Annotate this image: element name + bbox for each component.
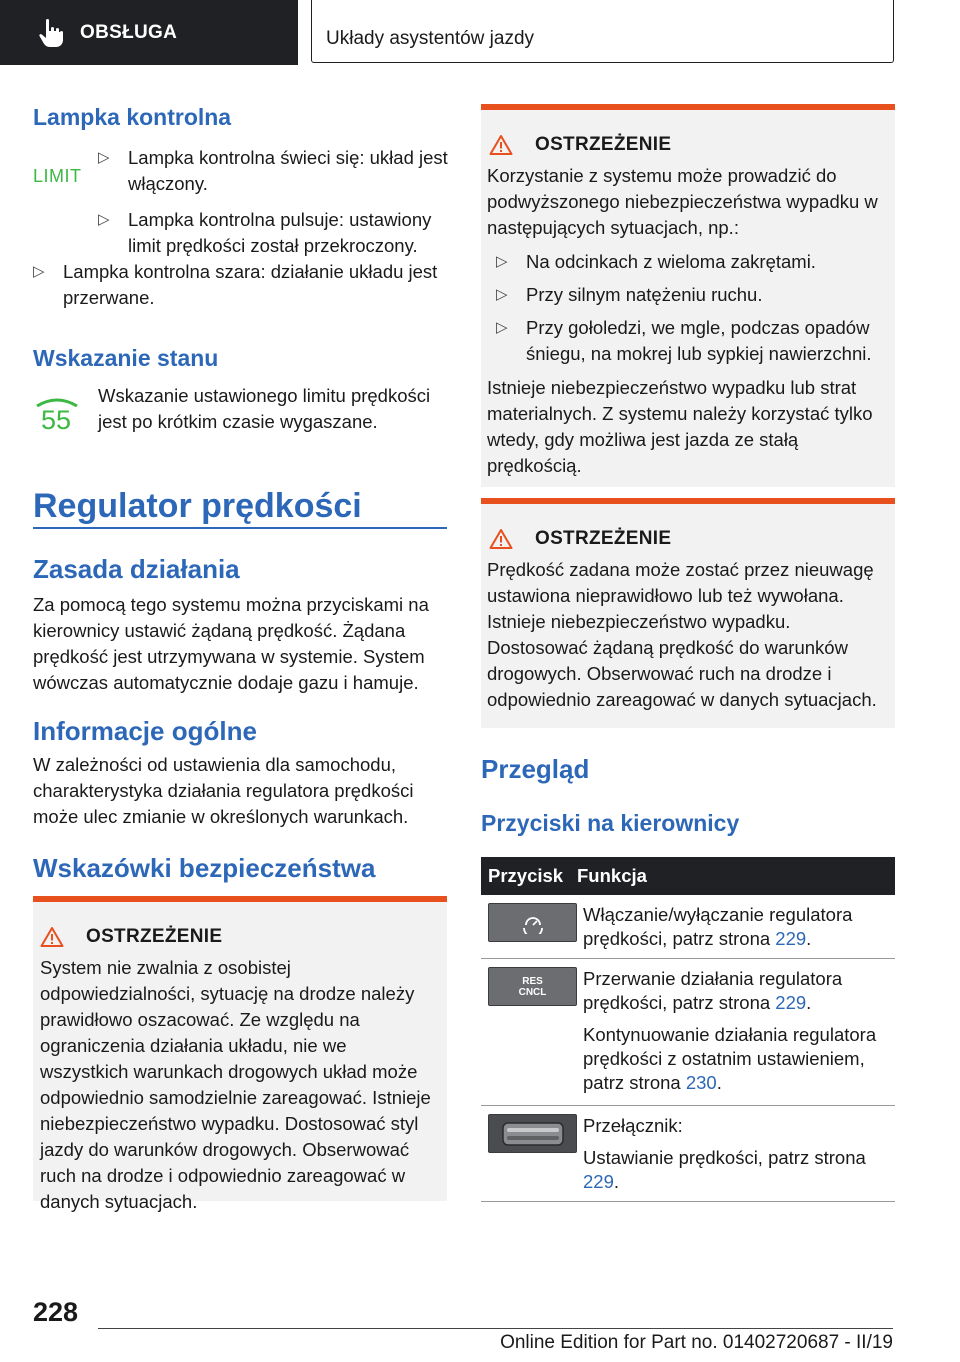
triangle-bullet-icon: ▷ — [33, 263, 45, 280]
column-header-przycisk: Przycisk — [488, 865, 564, 886]
page-number: 228 — [33, 1297, 79, 1327]
warning-text: Prędkość zadana może zostać przez nieuwagę ustawiona nieprawidłowo lub też wywołana. Istnieje niebezpieczeństwo wypadku. Dostosować żądaną prędkość do warunków drogowych. Obserwować ruch na drodze i odpowiednio zareagować w danych sytuacjach. — [487, 559, 877, 710]
warning-list — [487, 249, 887, 367]
zasada-text: Za pomocą tego systemu można przyciskami na kierownicy ustawić żądaną prędkość. Żądana prędkość jest utrzymywana w systemie. System wówczas automatycznie dodaje gazu i hamuje. — [33, 594, 429, 693]
wskazanie-text: Wskazanie ustawionego limitu prędkości jest po krótkim czasie wygaszane. — [98, 385, 431, 432]
section-tab-label: OBSŁUGA — [80, 21, 178, 43]
list-item: ▷ Na odcinkach z wieloma zakrętami. — [496, 249, 887, 275]
regulator-heading: Regulator prędkości — [33, 487, 362, 525]
warning-title: OSTRZEŻENIE — [40, 926, 439, 948]
warning-triangle-icon — [40, 926, 64, 948]
przyciski-heading: Przyciski na kierownicy — [481, 810, 740, 836]
speed-limit-icon: 55 — [33, 396, 81, 438]
informacje-heading: Informacje ogólne — [33, 716, 257, 746]
lampka-heading: Lampka kontrolna — [33, 104, 232, 130]
warning-triangle-icon — [489, 528, 513, 550]
page-link[interactable]: 229 — [775, 992, 807, 1013]
warning-intro: Korzystanie z systemu może prowadzić do podwyższonego niebezpieczeństwa wypadku w następujących sytuacjach, np.: — [487, 165, 878, 238]
footer-edition: Online Edition for Part no. 01402720687 - II/19 — [500, 1332, 893, 1353]
triangle-bullet-icon: ▷ — [496, 286, 508, 303]
triangle-bullet-icon: ▷ — [496, 319, 508, 336]
table-row: Przełącznik: Ustawianie prędkości, patrz strona 229. — [481, 1106, 895, 1202]
triangle-bullet-icon: ▷ — [98, 149, 110, 166]
lampka-sub-list — [98, 145, 448, 259]
list-item: ▷ Lampka kontrolna szara: działanie układu jest przerwane. — [33, 261, 438, 308]
table-row: Włączanie/wyłączanie regulatora prędkości, patrz strona 229. — [481, 895, 895, 959]
res-cncl-button-icon: RES CNCL — [488, 967, 577, 1006]
list-item: ▷ Lampka kontrolna pulsuje: ustawiony limit prędkości został przekroczony. — [98, 209, 432, 256]
przeglad-heading: Przegląd — [481, 754, 590, 784]
table-header — [481, 857, 895, 895]
list-item: ▷ Lampka kontrolna świeci się: układ jest włączony. — [98, 147, 448, 194]
warning-box — [33, 896, 447, 1212]
column-header-funkcja: Funkcja — [577, 865, 647, 886]
limit-indicator-icon: LIMIT — [33, 166, 82, 186]
footer-rule — [98, 1328, 893, 1329]
triangle-bullet-icon: ▷ — [98, 211, 110, 228]
list-item: ▷ Przy silnym natężeniu ruchu. — [496, 282, 887, 308]
warning-title: OSTRZEŻENIE — [489, 134, 887, 156]
zasada-heading: Zasada działania — [33, 554, 240, 584]
warning-outro: Istnieje niebezpieczeństwo wypadku lub strat materialnych. Z systemu należy korzystać tylko wtedy, gdy możliwa jest jazda ze stałą prędkością. — [487, 377, 873, 476]
lampka-list — [33, 259, 445, 311]
rocker-switch-icon — [488, 1114, 577, 1153]
warning-title: OSTRZEŻENIE — [489, 528, 889, 550]
buttons-table — [481, 857, 895, 1202]
table-row: RES CNCL Przerwanie działania regulatora prędkości, patrz strona 229. Kontynuowanie działania regulatora prędkości z ostatnim ustawieniem, patrz strona 230. — [481, 959, 895, 1106]
wskazanie-heading: Wskazanie stanu — [33, 345, 219, 371]
warning-text: System nie zwalnia z osobistej odpowiedzialności, sytuację na drodze należy prawidłowo oszacować. Ze względu na ograniczenia działania układu, nie we wszystkich warunkach drogowych układ może odpowiednio samodzielnie zareagować. Istnieje niebezpieczeństwo wypadku. Dostosować styl jazdy do warunków drogowych. Obserwować ruch na drodze i odpowiednio zareagować w danych sytuacjach. — [40, 957, 431, 1212]
page-link[interactable]: 229 — [775, 928, 807, 949]
informacje-text: W zależności od ustawienia dla samochodu, charakterystyka działania regulatora prędkości może ulec zmianie w określonych warunkach. — [33, 754, 414, 827]
warning-box — [481, 104, 895, 487]
warning-triangle-icon — [489, 134, 513, 156]
hand-pointer-icon — [38, 18, 64, 48]
heading-rule — [33, 527, 447, 529]
section-tab — [0, 0, 298, 65]
wskazowki-heading: Wskazówki bezpieczeństwa — [33, 853, 376, 883]
triangle-bullet-icon: ▷ — [496, 253, 508, 270]
chapter-title: Układy asystentów jazdy — [326, 28, 535, 49]
cruise-control-button-icon — [488, 903, 577, 942]
page-link[interactable]: 229 — [583, 1171, 614, 1192]
chapter-header — [311, 0, 894, 63]
warning-box — [481, 498, 895, 728]
list-item: ▷ Przy gołoledzi, we mgle, podczas opadów śniegu, na mokrej lub sypkiej nawierzchni. — [496, 317, 872, 364]
page-link[interactable]: 230 — [685, 1072, 717, 1093]
